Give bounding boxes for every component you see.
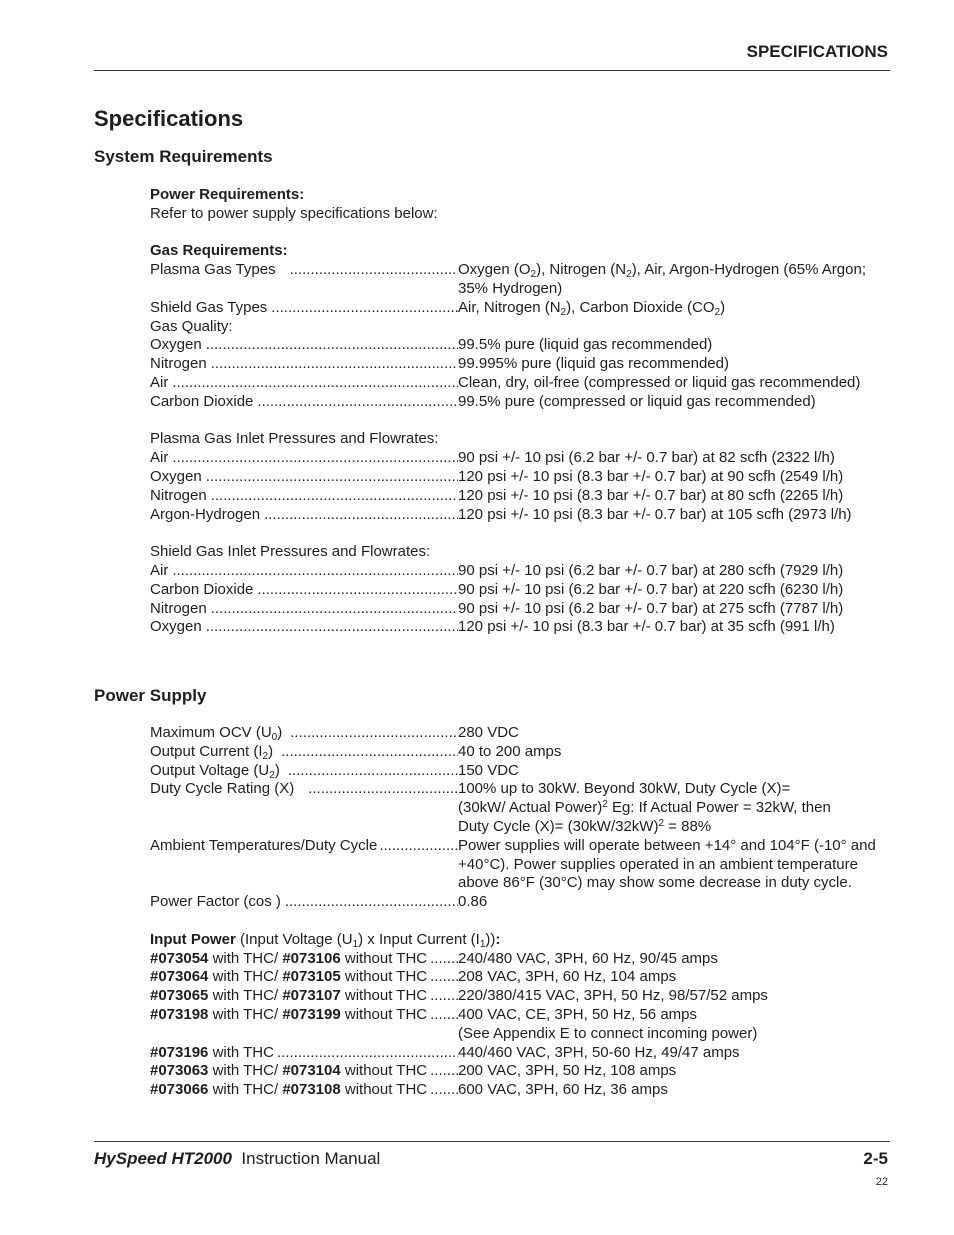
- part-number-with-thc: #073065: [150, 987, 209, 1005]
- part-number-with-thc: #073198: [150, 1005, 209, 1023]
- input-power-value: 200 VAC, 3PH, 50 Hz, 108 amps: [458, 1062, 677, 1080]
- without-thc-text: without THC: [340, 1081, 428, 1099]
- input-power-row: [150, 1044, 890, 1063]
- gas-quality-label: Gas Quality:: [150, 317, 233, 335]
- row-value: 120 psi +/- 10 psi (8.3 bar +/- 0.7 bar) at 80 scfh (2265 l/h): [458, 486, 844, 504]
- row-label: Oxygen: [150, 467, 202, 485]
- row-label: Plasma Gas Types: [150, 261, 276, 279]
- input-power-value: 220/380/415 VAC, 3PH, 50 Hz, 98/57/52 amps: [458, 987, 768, 1005]
- plasma-gas-types-row: [150, 261, 890, 280]
- part-number-without-thc: #073105: [282, 968, 341, 986]
- shield-inlet-list: [150, 562, 890, 637]
- row-value: 120 psi +/- 10 psi (8.3 bar +/- 0.7 bar) at 105 scfh (2973 l/h): [458, 505, 852, 523]
- spec-row: [150, 487, 890, 506]
- input-power-row: [150, 950, 890, 969]
- header-rule: [94, 70, 890, 71]
- plasma-inlet-label: Plasma Gas Inlet Pressures and Flowrates:: [150, 430, 439, 448]
- row-label: Air: [150, 449, 169, 467]
- spec-row: [150, 468, 890, 487]
- input-power-value: 600 VAC, 3PH, 60 Hz, 36 amps: [458, 1081, 668, 1099]
- page-number: 2-5: [863, 1149, 888, 1168]
- max-ocv-row: Maximum OCV $(U_0)$ ..... 280 VDC: [150, 724, 890, 743]
- spec-row: [150, 600, 890, 619]
- row-value: 99.5% pure (compressed or liquid gas recommended): [458, 392, 816, 410]
- row-value: Oxygen $(O_2)$, Nitrogen $(N_2)$, Air, Argon-Hydrogen (65% Argon;: [458, 261, 866, 281]
- with-thc-text: with THC/: [208, 1062, 283, 1080]
- power-req-text: Refer to power supply specifications below:: [150, 204, 438, 222]
- row-value: 99.995% pure (liquid gas recommended): [458, 355, 729, 373]
- shield-gas-types-row: [150, 299, 890, 318]
- row-label: Nitrogen: [150, 599, 207, 617]
- with-thc-text: with THC: [208, 1043, 274, 1061]
- appendix-note-row: (See Appendix E to connect incoming power): [458, 1024, 758, 1042]
- input-power-list-b: [150, 1044, 890, 1100]
- power-supply-heading: Power Supply: [94, 686, 207, 705]
- row-value: 99.5% pure (liquid gas recommended): [458, 336, 713, 354]
- row-label: Shield Gas Types: [150, 298, 268, 316]
- input-power-row: [150, 968, 890, 987]
- part-number-without-thc: #073106: [282, 949, 341, 967]
- duty-cycle-row: Duty Cycle Rating (X) ..... 100% up to 30kW. Beyond 30kW, Duty Cycle (X)=: [150, 780, 890, 799]
- row-label: Air: [150, 373, 169, 391]
- row-value: 90 psi +/- 10 psi (6.2 bar +/- 0.7 bar) at 82 scfh (2322 l/h): [458, 449, 835, 467]
- row-label: Argon-Hydrogen: [150, 505, 261, 523]
- row-label: Nitrogen: [150, 486, 207, 504]
- system-requirements-block: [150, 186, 890, 637]
- duty-cycle-cont-1: (30kW/ Actual Power)$^2$ Eg: If Actual Power = 32kW, then: [458, 799, 831, 817]
- duty-cycle-cont-2: Duty Cycle $(X)= (30kW/32kW)^2 = 88\%$: [458, 817, 712, 835]
- spec-row: [150, 336, 890, 355]
- part-number-without-thc: #073108: [282, 1081, 341, 1099]
- input-power-value: 208 VAC, 3PH, 60 Hz, 104 amps: [458, 968, 677, 986]
- power-req-label: Power Requirements:: [150, 186, 305, 203]
- part-number-with-thc: #073054: [150, 949, 209, 967]
- gas-quality-list: [150, 336, 890, 411]
- spec-row: [150, 374, 890, 393]
- input-power-row: [150, 1062, 890, 1081]
- row-label: Oxygen: [150, 618, 202, 636]
- page-header-section: SPECIFICATIONS: [746, 42, 888, 61]
- without-thc-text: without THC: [340, 987, 428, 1005]
- footer-brand: HySpeed HT2000: [94, 1149, 232, 1168]
- part-number-without-thc: #073107: [282, 987, 341, 1005]
- input-power-value: 440/460 VAC, 3PH, 50-60 Hz, 49/47 amps: [458, 1043, 740, 1061]
- with-thc-text: with THC/: [208, 987, 283, 1005]
- spec-row: [150, 449, 890, 468]
- row-label: Air: [150, 561, 169, 579]
- with-thc-text: with THC/: [208, 949, 283, 967]
- ambient-row: Ambient Temperatures/Duty Cycle ..... Power supplies will operate between +14° and 104°F (-10° and +40°C). Power supplies operated in an ambient temperature above 86°F (30°C) may show some decrease in duty cycle.: [150, 837, 890, 893]
- output-current-row: Output Current $(I_2)$ ..... 40 to 200 amps: [150, 743, 890, 762]
- spec-row: [150, 393, 890, 412]
- shield-inlet-label: Shield Gas Inlet Pressures and Flowrates:: [150, 543, 431, 561]
- row-value: Clean, dry, oil-free (compressed or liquid gas recommended): [458, 373, 861, 391]
- spec-row: [150, 562, 890, 581]
- footer-rule: [94, 1141, 890, 1142]
- part-number-with-thc: #073066: [150, 1081, 209, 1099]
- row-label: Oxygen: [150, 336, 202, 354]
- row-value: 90 psi +/- 10 psi (6.2 bar +/- 0.7 bar) at 280 scfh (7929 l/h): [458, 561, 844, 579]
- spec-row: [150, 355, 890, 374]
- row-label: Carbon Dioxide: [150, 392, 254, 410]
- input-power-list: [150, 950, 890, 1025]
- without-thc-text: without THC: [340, 949, 428, 967]
- without-thc-text: without THC: [340, 968, 428, 986]
- row-value: Air, Nitrogen $(N_2)$, Carbon Dioxide $(CO_2)$: [458, 298, 726, 318]
- input-power-row: [150, 987, 890, 1006]
- part-number-without-thc: #073199: [282, 1005, 341, 1023]
- row-value: 120 psi +/- 10 psi (8.3 bar +/- 0.7 bar) at 35 scfh (991 l/h): [458, 618, 835, 636]
- row-label: Nitrogen: [150, 355, 207, 373]
- input-power-row: [150, 1081, 890, 1100]
- input-power-label: Input Power (Input Voltage $(U_1)$ x Input Current $(I_1)$):: [150, 930, 501, 950]
- part-number-with-thc: #073196: [150, 1043, 209, 1061]
- input-power-value: 400 VAC, CE, 3PH, 50 Hz, 56 amps: [458, 1005, 697, 1023]
- row-label: Carbon Dioxide: [150, 580, 254, 598]
- footer-title: [94, 1149, 380, 1169]
- part-number-with-thc: #073063: [150, 1062, 209, 1080]
- power-supply-block: [150, 724, 890, 1100]
- with-thc-text: with THC/: [208, 968, 283, 986]
- footer-manual: Instruction Manual: [241, 1149, 381, 1168]
- spec-row: [150, 618, 890, 637]
- spec-row: [150, 581, 890, 600]
- without-thc-text: without THC: [340, 1062, 428, 1080]
- sheet-number: 22: [875, 1176, 888, 1188]
- system-requirements-heading: System Requirements: [94, 147, 273, 166]
- spec-row: [150, 506, 890, 525]
- part-number-with-thc: #073064: [150, 968, 209, 986]
- part-number-without-thc: #073104: [282, 1062, 341, 1080]
- with-thc-text: with THC/: [208, 1005, 283, 1023]
- with-thc-text: with THC/: [208, 1081, 283, 1099]
- row-value: 120 psi +/- 10 psi (8.3 bar +/- 0.7 bar) at 90 scfh (2549 l/h): [458, 467, 844, 485]
- plasma-gas-types-cont: 35% Hydrogen): [458, 279, 563, 297]
- power-factor-row: Power Factor (cos ) ..... 0.86: [150, 893, 890, 912]
- page-title: Specifications: [94, 106, 244, 131]
- input-power-row: [150, 1006, 890, 1025]
- output-voltage-row: Output Voltage $(U_2)$ ..... 150 VDC: [150, 762, 890, 781]
- gas-req-label: Gas Requirements:: [150, 242, 288, 260]
- plasma-inlet-list: [150, 449, 890, 524]
- row-value: 90 psi +/- 10 psi (6.2 bar +/- 0.7 bar) at 275 scfh (7787 l/h): [458, 599, 844, 617]
- row-value: 90 psi +/- 10 psi (6.2 bar +/- 0.7 bar) at 220 scfh (6230 l/h): [458, 580, 844, 598]
- input-power-value: 240/480 VAC, 3PH, 60 Hz, 90/45 amps: [458, 949, 718, 967]
- without-thc-text: without THC: [340, 1005, 428, 1023]
